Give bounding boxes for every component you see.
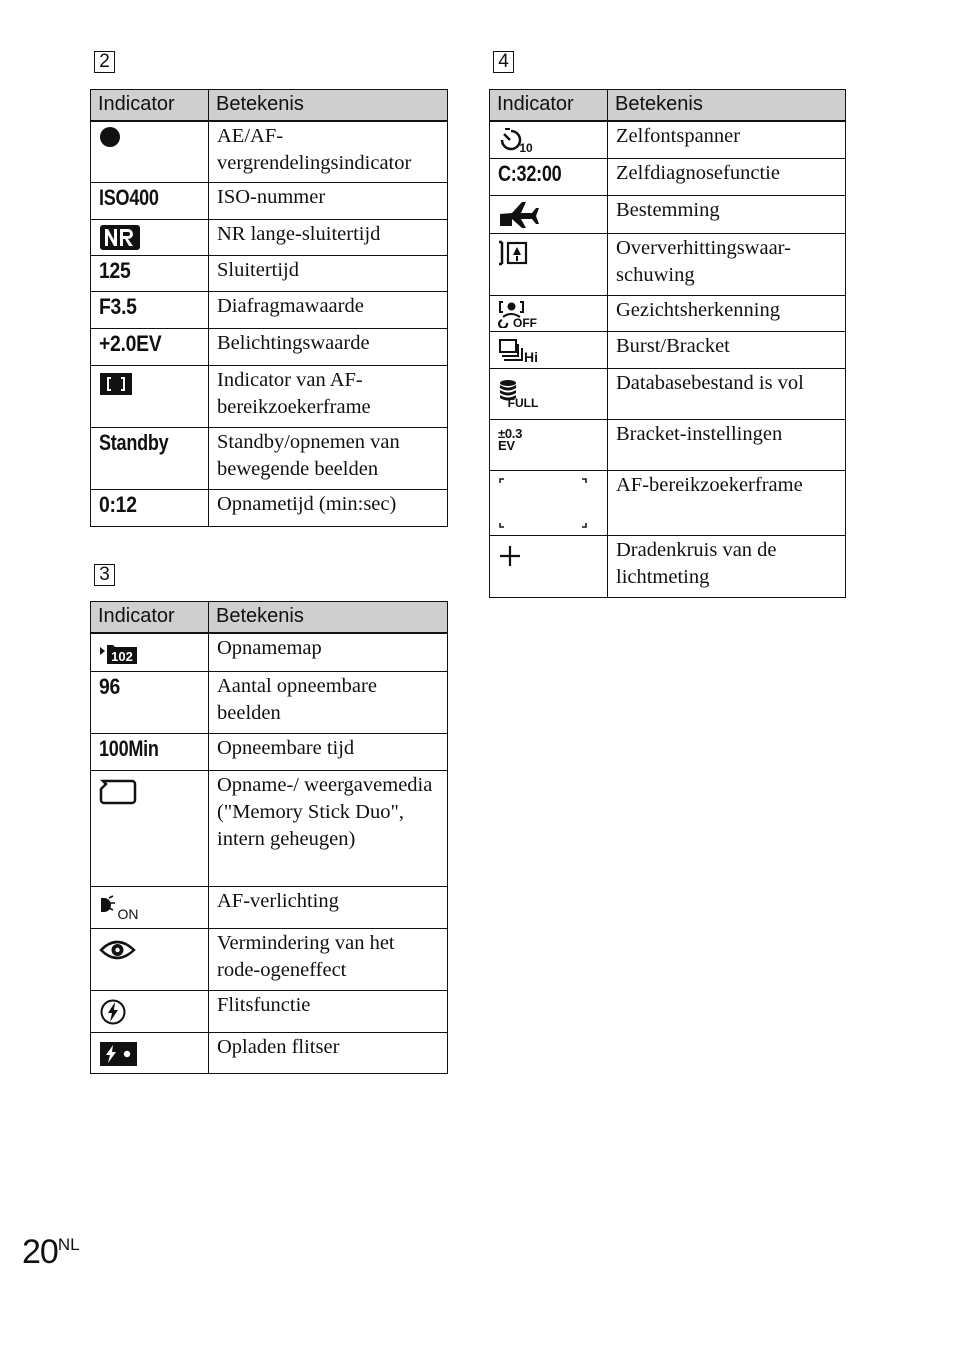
meaning-cell: NR lange-sluitertijd — [209, 220, 448, 256]
flash-charging-icon — [99, 1041, 139, 1067]
recording-media-icon — [99, 779, 137, 805]
section-number-4: 4 — [493, 51, 514, 73]
table-row — [490, 369, 846, 420]
meaning-cell: Flitsfunctie — [209, 991, 448, 1033]
meaning-cell: Indicator van AF-bereikzoekerframe — [209, 366, 448, 428]
meaning-cell: ISO-nummer — [209, 183, 448, 220]
table-row — [91, 991, 448, 1033]
meaning-cell: Oververhittingswaar-schuwing — [608, 234, 846, 296]
column-header-indicator: Indicator — [490, 90, 608, 121]
spot-metering-crosshair-icon — [498, 544, 524, 570]
ae-af-lock-dot-icon — [99, 124, 123, 150]
meaning-cell: Opname-/ weergavemedia ("Memory Stick Duo", intern geheugen) — [209, 771, 448, 887]
af-range-finder-indicator-icon — [99, 372, 133, 396]
table-row — [91, 220, 448, 256]
table-row — [490, 196, 846, 234]
table-row — [91, 428, 448, 490]
indicator-code: +2.0EV — [99, 331, 162, 356]
table-row — [91, 734, 448, 771]
meaning-cell: Belichtingswaarde — [209, 329, 448, 366]
table-row — [91, 121, 448, 183]
meaning-cell: Diafragmawaarde — [209, 292, 448, 329]
table-header-row — [91, 90, 448, 121]
meaning-cell: Burst/Bracket — [608, 332, 846, 369]
table-row — [91, 183, 448, 220]
table-row — [490, 296, 846, 332]
table-row — [91, 672, 448, 734]
indicator-table-2 — [90, 89, 448, 527]
indicator-code: C:32:00 — [498, 161, 562, 186]
overheating-warning-icon — [498, 240, 530, 266]
meaning-cell: Databasebestand is vol — [608, 369, 846, 420]
indicator-code: 100Min — [99, 736, 159, 761]
meaning-cell: AF-bereikzoekerframe — [608, 471, 846, 536]
self-timer-icon — [498, 128, 538, 154]
language-code: NL — [57, 1235, 80, 1254]
meaning-cell: AF-verlichting — [209, 887, 448, 929]
meaning-cell: Zelfontspanner — [608, 121, 846, 159]
table-row — [91, 292, 448, 329]
page-number: $20^{NL}$ — [22, 1233, 80, 1271]
table-header-row — [91, 602, 448, 633]
database-full-icon — [498, 379, 546, 409]
svg-text:FULL: FULL — [507, 396, 539, 409]
meaning-cell: Opnamemap — [209, 633, 448, 672]
column-header-meaning: Betekenis — [209, 602, 448, 633]
indicator-code: 96 — [99, 674, 121, 699]
table-row — [91, 771, 448, 887]
meaning-cell: Gezichtsherkenning — [608, 296, 846, 332]
svg-text:OFF: OFF — [513, 316, 537, 328]
table-row — [490, 121, 846, 159]
indicator-code: F3.5 — [99, 294, 137, 319]
red-eye-reduction-icon — [99, 937, 137, 963]
table-row — [91, 256, 448, 292]
table-row — [91, 1033, 448, 1074]
table-row — [91, 929, 448, 991]
table-row — [490, 332, 846, 369]
nr-icon — [99, 222, 141, 252]
indicator-code: ISO400 — [99, 185, 159, 210]
recording-folder-icon — [99, 642, 139, 666]
table-row — [490, 420, 846, 471]
meaning-cell: Zelfdiagnosefunctie — [608, 159, 846, 196]
svg-text:102: 102 — [111, 648, 133, 664]
svg-text:Hi: Hi — [524, 349, 538, 364]
bracket-settings-icon: ±0.3 EV — [498, 426, 523, 453]
indicator-table-3 — [90, 601, 448, 1074]
table-row — [91, 633, 448, 672]
meaning-cell: Vermindering van het rode-ogeneffect — [209, 929, 448, 991]
burst-bracket-icon — [498, 338, 542, 364]
indicator-table-4 — [489, 89, 846, 598]
indicator-code: Standby — [99, 430, 169, 455]
meaning-cell: Opnametijd (min:sec) — [209, 490, 448, 527]
table-row — [91, 887, 448, 929]
table-header-row — [490, 90, 846, 121]
meaning-cell: Opladen flitser — [209, 1033, 448, 1074]
meaning-cell: Bestemming — [608, 196, 846, 234]
flash-mode-icon — [99, 998, 127, 1026]
table-row — [490, 234, 846, 296]
meaning-cell: Sluitertijd — [209, 256, 448, 292]
table-row — [490, 471, 846, 536]
af-range-finder-frame-icon — [498, 477, 594, 529]
svg-text:10: 10 — [519, 140, 533, 154]
column-header-indicator: Indicator — [91, 602, 209, 633]
table-row — [490, 159, 846, 196]
column-header-indicator: Indicator — [91, 90, 209, 121]
svg-text:ON: ON — [117, 906, 139, 921]
meaning-cell: Standby/opnemen van bewegende beelden — [209, 428, 448, 490]
meaning-cell: Bracket-instellingen — [608, 420, 846, 471]
section-number-3: 3 — [94, 564, 115, 586]
table-row — [490, 536, 846, 598]
af-illuminator-icon — [99, 895, 145, 921]
table-row — [91, 329, 448, 366]
meaning-cell: Aantal opneembare beelden — [209, 672, 448, 734]
meaning-cell: AE/AF-vergrendelingsindicator — [209, 121, 448, 183]
column-header-meaning: Betekenis — [608, 90, 846, 121]
indicator-code: 0:12 — [99, 492, 137, 517]
meaning-cell: Dradenkruis van de lichtmeting — [608, 536, 846, 598]
indicator-code: 125 — [99, 258, 131, 283]
table-row — [91, 490, 448, 527]
section-number-2: 2 — [94, 51, 115, 73]
face-detection-icon — [498, 300, 542, 328]
column-header-meaning: Betekenis — [209, 90, 448, 121]
table-row — [91, 366, 448, 428]
meaning-cell: Opneembare tijd — [209, 734, 448, 771]
destination-plane-icon — [498, 200, 540, 230]
